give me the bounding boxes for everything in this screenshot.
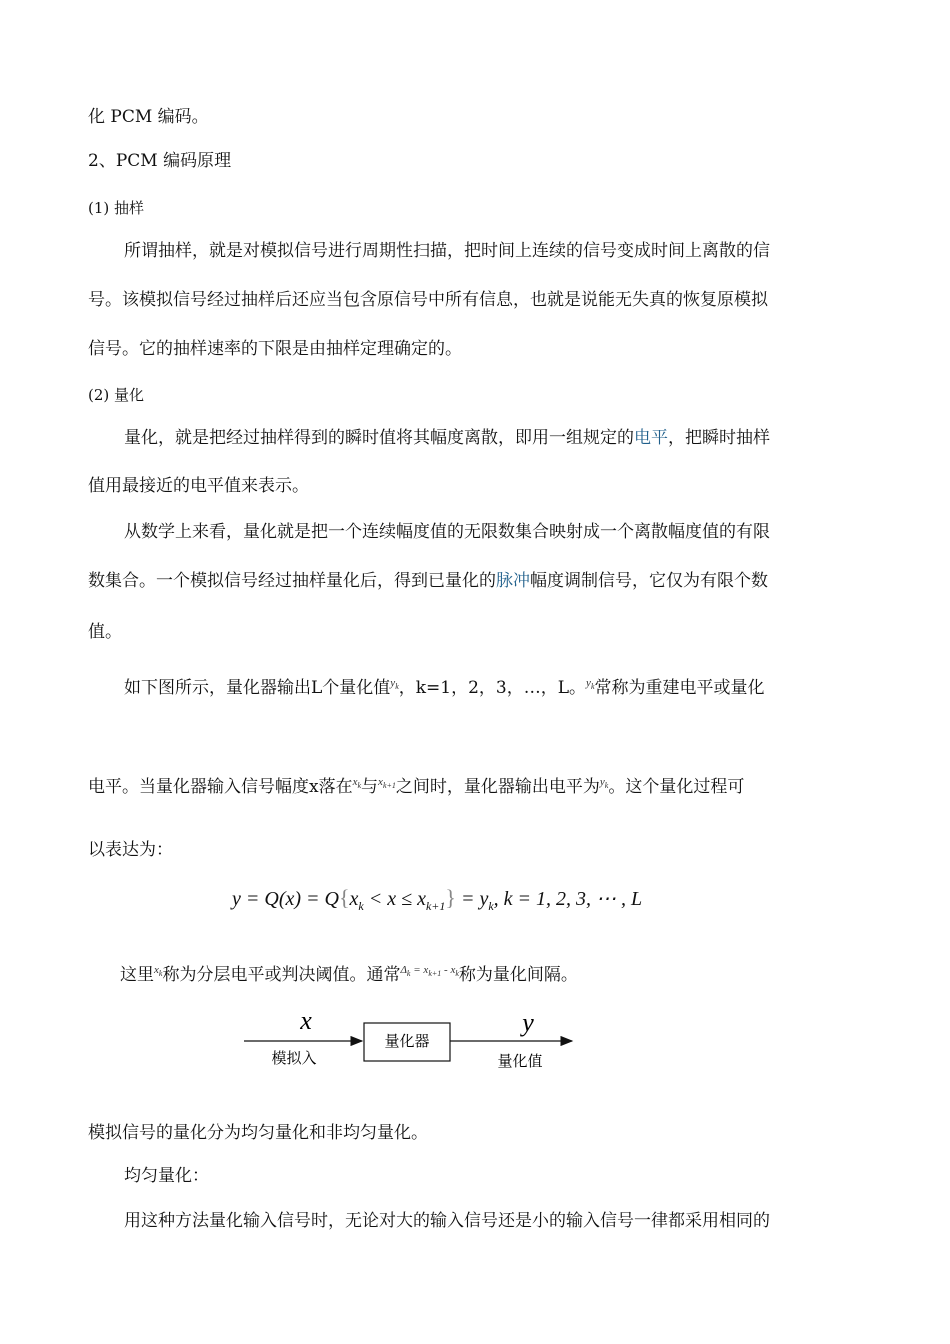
formula-lhs: y = Q(x) = Q bbox=[232, 888, 339, 910]
paragraph-line: 号。该模拟信号经过抽样后还应当包含原信号中所有信息，也就是说能无失真的恢复原模拟 bbox=[88, 290, 768, 310]
text-span: ，把瞬时抽样 bbox=[668, 428, 770, 448]
paragraph-line: 用这种方法量化输入信号时，无论对大的输入信号还是小的输入信号一律都采用相同的 bbox=[124, 1211, 770, 1231]
paragraph-line: 从数学上来看，量化就是把一个连续幅度值的无限数集合映射成一个离散幅度值的有限 bbox=[124, 522, 770, 542]
formula-tail: , k = 1, 2, 3, ⋯ , L bbox=[493, 888, 643, 910]
diagram-output-symbol: y bbox=[522, 1008, 534, 1037]
text-span: 数集合。一个模拟信号经过抽样量化后，得到已量化的 bbox=[88, 571, 496, 591]
link-maichong[interactable]: 脉冲 bbox=[496, 571, 530, 591]
quantizer-label: 量化器 bbox=[384, 1032, 430, 1050]
paragraph-line: 信号。它的抽样速率的下限是由抽样定理确定的。 bbox=[88, 339, 462, 359]
text-span: 量化，就是把经过抽样得到的瞬时值将其幅度离散，即用一组规定的 bbox=[124, 428, 634, 448]
text-span: 电平。当量化器输入信号幅度x落在 bbox=[88, 777, 353, 797]
output-label: 量化值 bbox=[497, 1052, 543, 1070]
text-span: 这里 bbox=[120, 965, 154, 985]
formula-sub: k bbox=[488, 899, 494, 913]
paragraph-line: 模拟信号的量化分为均匀量化和非均匀量化。 bbox=[88, 1123, 428, 1143]
text-span: ，k=1，2，3，…，L。 bbox=[398, 678, 587, 698]
paragraph-line: 值。 bbox=[88, 622, 122, 642]
text-span: 与 bbox=[361, 777, 379, 797]
symbol-yk: yk bbox=[599, 776, 609, 790]
symbol-yk: yk bbox=[586, 677, 595, 691]
symbol-yk: yk bbox=[390, 677, 399, 691]
text-span: 幅度调制信号，它仅为有限个数 bbox=[530, 571, 768, 591]
brace-open: { bbox=[338, 885, 350, 910]
text-span: 称为分层电平或判决阈值。通常 bbox=[162, 965, 401, 985]
input-label: 模拟入 bbox=[271, 1049, 317, 1067]
formula-mid: < x ≤ x bbox=[363, 888, 426, 910]
symbol-xk: xk bbox=[154, 964, 163, 978]
paragraph-line: 所谓抽样，就是对模拟信号进行周期性扫描，把时间上连续的信号变成时间上离散的信 bbox=[124, 241, 770, 261]
text-span: 称为量化间隔。 bbox=[458, 965, 578, 985]
subsection-heading: (1) 抽样 bbox=[88, 199, 145, 217]
paragraph-line: 以表达为： bbox=[88, 840, 173, 860]
text-span: 之间时，量化器输出电平为 bbox=[395, 777, 600, 797]
formula-rhs: = y bbox=[455, 888, 489, 910]
formula-sub: k+1 bbox=[425, 899, 446, 913]
symbol-xk: xk bbox=[352, 776, 362, 790]
subsection-heading: (2) 量化 bbox=[88, 386, 145, 404]
text-span: 。这个量化过程可 bbox=[608, 777, 745, 797]
text-span: 如下图所示，量化器输出L个量化值 bbox=[124, 678, 391, 698]
symbol-delta-k: Δk = xk+1 - xk bbox=[400, 964, 459, 978]
text-span: 常称为重建电平或量化 bbox=[594, 678, 765, 698]
formula-x: x bbox=[349, 888, 359, 910]
section-heading: 2、PCM 编码原理 bbox=[88, 151, 232, 171]
paragraph-line: 值用最接近的电平值来表示。 bbox=[88, 476, 309, 496]
text-line: 化 PCM 编码。 bbox=[88, 107, 209, 127]
brace-close: } bbox=[445, 885, 456, 910]
link-dianping[interactable]: 电平 bbox=[634, 428, 668, 448]
diagram-input-symbol: x bbox=[300, 1006, 312, 1035]
formula-sub: k bbox=[358, 899, 364, 913]
symbol-xk1: xk+1 bbox=[378, 776, 396, 790]
paragraph-line: 均匀量化： bbox=[124, 1166, 209, 1186]
